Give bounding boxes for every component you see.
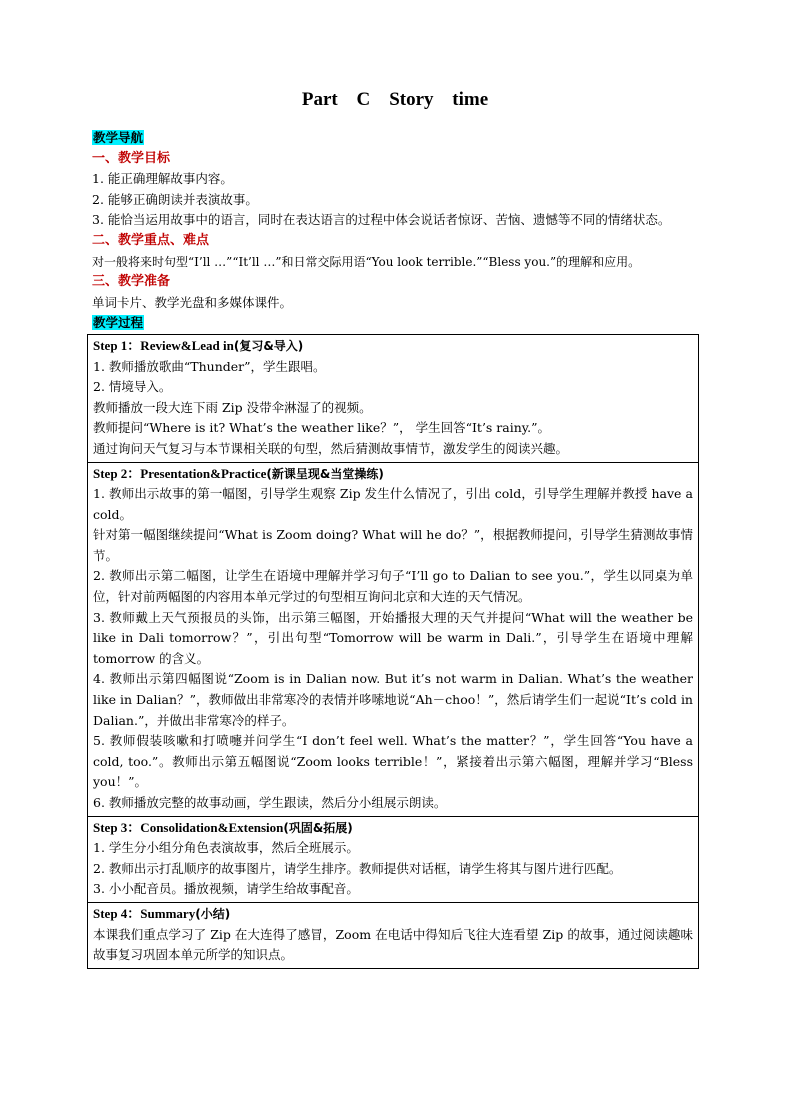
step-item: 3. 教师戴上天气预报员的头饰，出示第三幅图，开始播报大理的天气并提问“What will the weather be like in Dali tomorrow？”，引出句型“Tomorrow will be warm in Dali.”，引导学生在语境中理解 tomorrow 的含义。 (93, 609, 693, 666)
step-heading: Step 1：Review&Lead in(复习&导入) (93, 337, 304, 353)
step-cell-2 (88, 462, 699, 816)
step-item: 本课我们重点学习了 Zip 在大连得了感冒，Zoom 在电话中得知后飞往大连看望 Zip 的故事，通过阅读趣味故事复习巩固本单元所学的知识点。 (93, 926, 693, 963)
step-heading: Step 3：Consolidation&Extension(巩固&拓展) (93, 819, 353, 835)
step-cell-1 (88, 334, 699, 462)
step-heading: Step 2：Presentation&Practice(新课呈现&当堂操练) (93, 465, 384, 481)
step-item: 1. 教师出示故事的第一幅图，引导学生观察 Zip 发生什么情况了，引出 cold，引导学生理解并教授 have a cold。 (93, 486, 693, 522)
step-item: 1. 教师播放歌曲“Thunder”，学生跟唱。 (93, 358, 326, 374)
step-item: 3. 小小配音员。播放视频，请学生给故事配音。 (93, 881, 359, 897)
step-item: 教师提问“Where is it? What’s the weather like？”， 学生回答“It’s rainy.”。 (93, 420, 551, 436)
page-title: Part C Story time (301, 89, 489, 110)
goal-item: 2. 能够正确朗读并表演故事。 (92, 191, 258, 207)
step-item: 1. 学生分小组分角色表演故事，然后全班展示。 (93, 840, 359, 856)
prep-heading: 三、教学准备 (92, 274, 171, 290)
step-item: 4. 教师出示第四幅图说“Zoom is in Dalian now. But it’s not warm in Dalian. What’s the weather like in Dalian？”，教师做出非常寒冷的表情并哆嗦地说“Ah－choo！”，然后请学生们一起说“It’s cold in Dalian.”，并做出非常寒冷的样子。 (93, 671, 693, 728)
step-cell-4 (88, 902, 699, 968)
process-label: 教学过程 (93, 315, 144, 331)
lesson-plan (92, 128, 704, 969)
prep-text: 单词卡片、教学光盘和多媒体课件。 (92, 294, 293, 310)
guide-label: 教学导航 (93, 130, 144, 145)
steps-table (87, 334, 699, 969)
step-item: 2. 教师出示第二幅图，让学生在语境中理解并学习句子“I’ll go to Dalian to see you.”，学生以同桌为单位，针对前两幅图的内容用本单元学过的句型相互询问北京和大连的天气情况。 (93, 568, 693, 605)
step-item: 5. 教师假装咳嗽和打喷嚏并问学生“I don’t feel well. What’s the matter？”，学生回答“You have a cold, too.”。教师出示第五幅图说“Zoom looks terrible！”，紧接着出示第六幅图，理解并学习“Bless you！”。 (93, 733, 693, 790)
step-item: 6. 教师播放完整的故事动画，学生跟读，然后分小组展示朗读。 (93, 795, 447, 810)
goal-item: 3. 能恰当运用故事中的语言，同时在表达语言的过程中体会说话者惊讶、苦恼、遗憾等不同的情绪状态。 (92, 212, 671, 228)
key-points-heading: 二、教学重点、难点 (92, 232, 210, 248)
step-item: 针对第一幅图继续提问“What is Zoom doing? What will he do？”，根据教师提问，引导学生猜测故事情节。 (93, 527, 693, 563)
key-points-text: 对一般将来时句型“I’ll …”“It’ll …”和日常交际用语“You look terrible.”“Bless you.”的理解和应用。 (92, 254, 641, 269)
step-heading: Step 4：Summary(小结) (93, 905, 231, 921)
goal-item: 1. 能正确理解故事内容。 (92, 171, 233, 187)
step-item: 2. 情境导入。 (93, 379, 172, 395)
goals-heading: 一、教学目标 (92, 150, 171, 166)
step-item: 2. 教师出示打乱顺序的故事图片，请学生排序。教师提供对话框，请学生将其与图片进行匹配。 (93, 860, 622, 876)
step-cell-3 (88, 816, 699, 902)
step-item: 通过询问天气复习与本节课相关联的句型，然后猜测故事情节，激发学生的阅读兴趣。 (93, 440, 569, 456)
step-item: 教师播放一段大连下雨 Zip 没带伞淋湿了的视频。 (93, 399, 372, 415)
